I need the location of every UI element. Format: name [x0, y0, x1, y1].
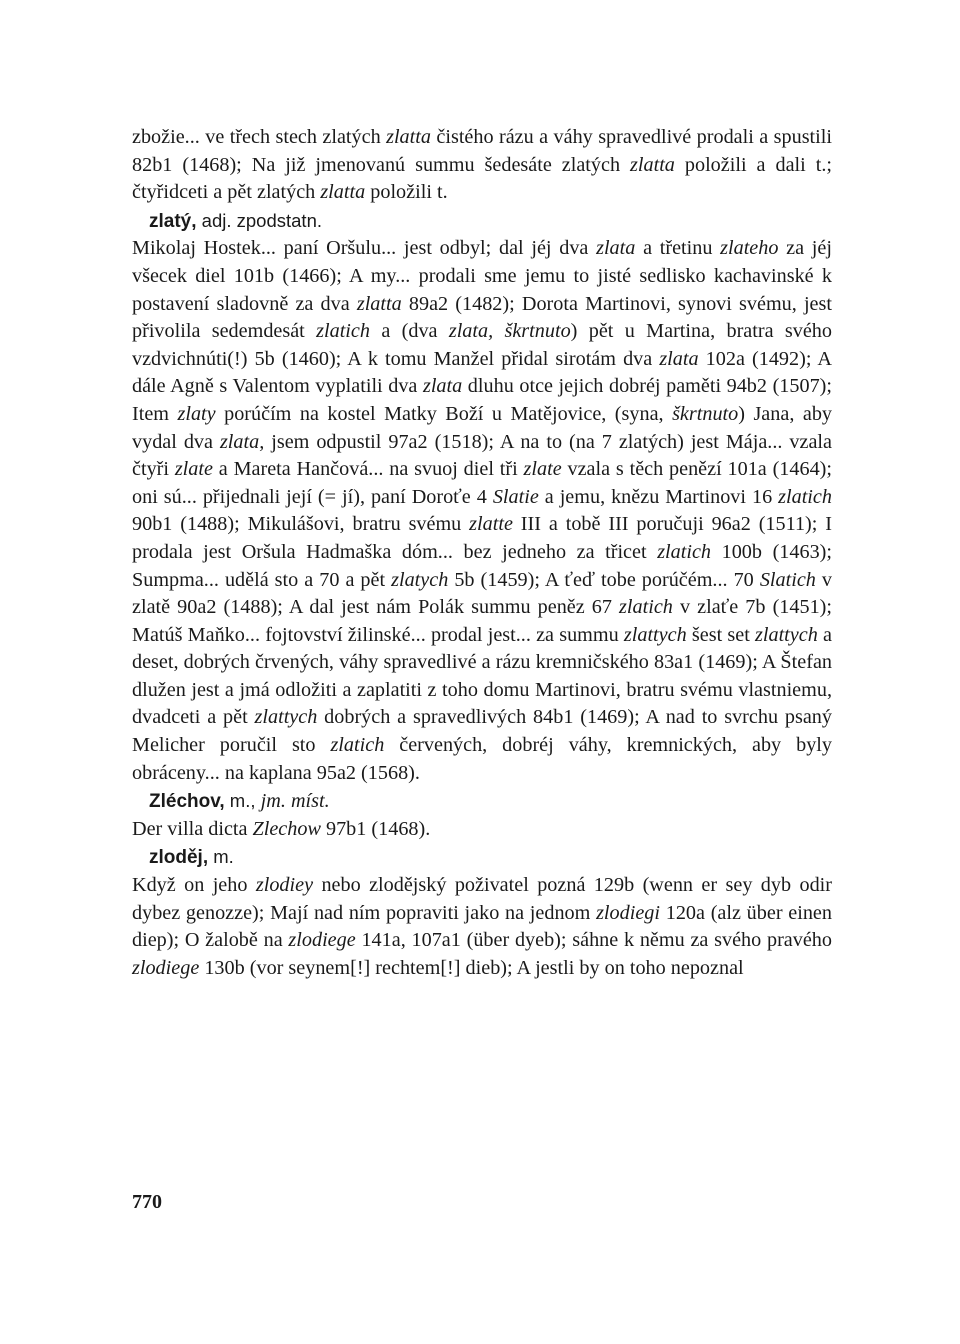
- entry-text-paragraph: [132, 816, 832, 844]
- italic-citation: Slatich: [759, 568, 816, 591]
- entry-grammar: adj. zpodstatn.: [196, 209, 323, 231]
- text-run: vzala s těch penězí 101a (1464); oni sú... přijednali její (= jí), paní Doroťe 4: [132, 458, 833, 508]
- italic-citation: zlatich: [657, 540, 712, 563]
- italic-citation: zlodiegi: [596, 901, 661, 924]
- italic-citation: zlata, škrtnuto: [448, 320, 571, 343]
- text-run: Mikolaj Hostek... paní Oršulu... jest odbyl; dal jéj dva: [132, 237, 597, 260]
- italic-citation: zlateho: [720, 237, 779, 260]
- text-run: 102a (1492); A dále Agně s Valentom vyplatili dva: [132, 347, 832, 398]
- text-run: a deset, dobrých črvených, váhy spravedlivé a rázu kremničského 83a1 (1469); A Štefan dlužen jest a jmá odložiti a zaplatiti z toho domu Martinovi, bratru svému vlastniemu, dvadceti a pět: [132, 623, 832, 729]
- italic-citation: Slatie: [492, 485, 539, 508]
- text-run: 97b1 (1468).: [320, 817, 431, 840]
- entry-grammar: m.: [208, 846, 234, 868]
- entry-headword-line: [132, 787, 832, 816]
- italic-citation: zlattych: [755, 623, 818, 646]
- text-run: 5b (1459); A ťeď tobe porúčém... 70: [448, 568, 760, 591]
- italic-citation: zlatich: [316, 320, 370, 343]
- italic-citation: zlodiey: [255, 874, 314, 897]
- entry-headword: Zléchov,: [149, 791, 225, 813]
- italic-citation: zlatta: [386, 126, 431, 148]
- italic-citation: zlata: [596, 237, 636, 260]
- entry-headword: zloděj,: [149, 847, 209, 869]
- page-number: 770: [132, 1191, 162, 1213]
- italic-citation: zlatte: [469, 513, 513, 536]
- text-run: 120a (alz über einen diep); O žalobě na: [132, 901, 832, 952]
- text-run: jsem odpustil 97a2 (1518); A na to (na 7 zlatých) jest Mája... vzala čtyři: [132, 430, 833, 481]
- italic-citation: zlata: [659, 347, 699, 370]
- dictionary-text-body: [132, 124, 832, 982]
- entry-grammar-italic: jm. míst.: [260, 790, 330, 813]
- text-run: v zlatě 90a2 (1488); A dal jest nám Polák summu peněz 67: [132, 568, 833, 619]
- text-run: položili t.: [365, 181, 448, 204]
- italic-citation: zlodiege: [288, 929, 356, 952]
- text-run: 130b (vor seynem[!] rechtem[!] dieb); A jestli by on toho nepoznal: [199, 956, 744, 979]
- entry-headword-line: [132, 207, 832, 236]
- italic-citation: zlatta: [630, 153, 675, 176]
- text-run: a Mareta Hančová... na svuoj diel tři: [212, 458, 524, 481]
- text-run: za jéj všecek diel 101b (1466); A my... prodali sme jemu to jisté sedlisko kachavinské k postavení sladovně za dva: [132, 237, 832, 315]
- italic-citation: škrtnuto: [672, 402, 739, 425]
- text-run: šest set: [686, 623, 756, 646]
- text-run: ) Jana, aby vydal dva: [132, 402, 833, 453]
- italic-citation: zlatta: [320, 181, 366, 204]
- text-run: 89a2 (1482); Dorota Martinovi, synovi svému, jest přivolila sedemdesát: [132, 292, 832, 343]
- text-run: zbožie... ve třech stech zlatých: [132, 126, 387, 148]
- text-run: Der villa dicta: [132, 817, 253, 840]
- entry-headword: zlatý,: [149, 210, 197, 232]
- text-run: v zlaťe 7b (1451); Matúš Maňko... fojtovství žilinské... prodal jest... za summu: [132, 596, 832, 646]
- italic-citation: zlatta: [356, 292, 402, 315]
- text-run: čistého rázu a váhy spravedlivé prodali a spustili 82b1 (1468); Na již jmenovanú summu šedesáte zlatých: [132, 126, 832, 176]
- italic-citation: zlata: [422, 375, 463, 398]
- text-run: porúčím na kostel Matky Boží u Matějovice, (syna,: [215, 402, 673, 425]
- text-run: 90b1 (1488); Mikulášovi, bratru svému: [132, 513, 470, 536]
- entry-text-paragraph: [132, 235, 832, 787]
- text-run: Když on jeho: [132, 874, 256, 897]
- text-run: 141a, 107a1 (über dyeb); sáhne k němu za svého pravého: [355, 929, 832, 952]
- text-run: 100b (1463); Sumpma... udělá sto a 70 a pět: [132, 540, 832, 591]
- text-run: a (dva: [369, 320, 449, 343]
- italic-citation: zlattych: [254, 706, 318, 729]
- text-run: dluhu otce jejich dobréj paměti 94b2 (1507); Item: [132, 375, 832, 425]
- italic-citation: zlatich: [619, 596, 673, 619]
- text-run: ) pět u Martina, bratra svého vzdvichnúti(!) 5b (1460); A k tomu Manžel přidal sirotám dva: [132, 320, 832, 370]
- entry-grammar: m.,: [224, 790, 261, 812]
- text-run: nebo zlodějský poživatel pozná 129b (wenn er sey dyb odir dybez genozze); Mají nad ním popraviti jako na jednom: [132, 874, 832, 924]
- entry-text-paragraph: [132, 872, 832, 982]
- italic-citation: Zlechow: [252, 817, 321, 840]
- text-run: položili a dali t.; čtyřidceti a pět zlatých: [132, 153, 832, 204]
- italic-citation: zlatich: [330, 734, 385, 757]
- text-run: dobrých a spravedlivých 84b1 (1469); A nad to svrchu psaný Melicher poručil sto: [132, 706, 832, 757]
- text-run: a jemu, knězu Martinovi 16: [538, 485, 779, 508]
- italic-citation: zlatich: [778, 485, 832, 508]
- italic-citation: zlatych: [391, 568, 449, 591]
- text-run: III a tobě III poručuji 96a2 (1511); I prodala jest Oršula Hadmaška dóm... bez jedneho za třicet: [132, 513, 832, 563]
- entry-text-paragraph: [132, 124, 832, 207]
- italic-citation: zlate: [523, 458, 562, 481]
- italic-citation: zlodiege: [132, 956, 200, 979]
- entry-headword-line: [132, 843, 832, 872]
- italic-citation: zlate: [174, 458, 213, 481]
- italic-citation: zlaty: [177, 402, 216, 425]
- text-run: a třetinu: [635, 237, 721, 260]
- italic-citation: zlattych: [623, 623, 687, 646]
- text-run: červených, dobréj váhy, kremnických, aby byly obráceny... na kaplana 95a2 (1568).: [132, 734, 832, 784]
- italic-citation: zlata,: [219, 430, 265, 453]
